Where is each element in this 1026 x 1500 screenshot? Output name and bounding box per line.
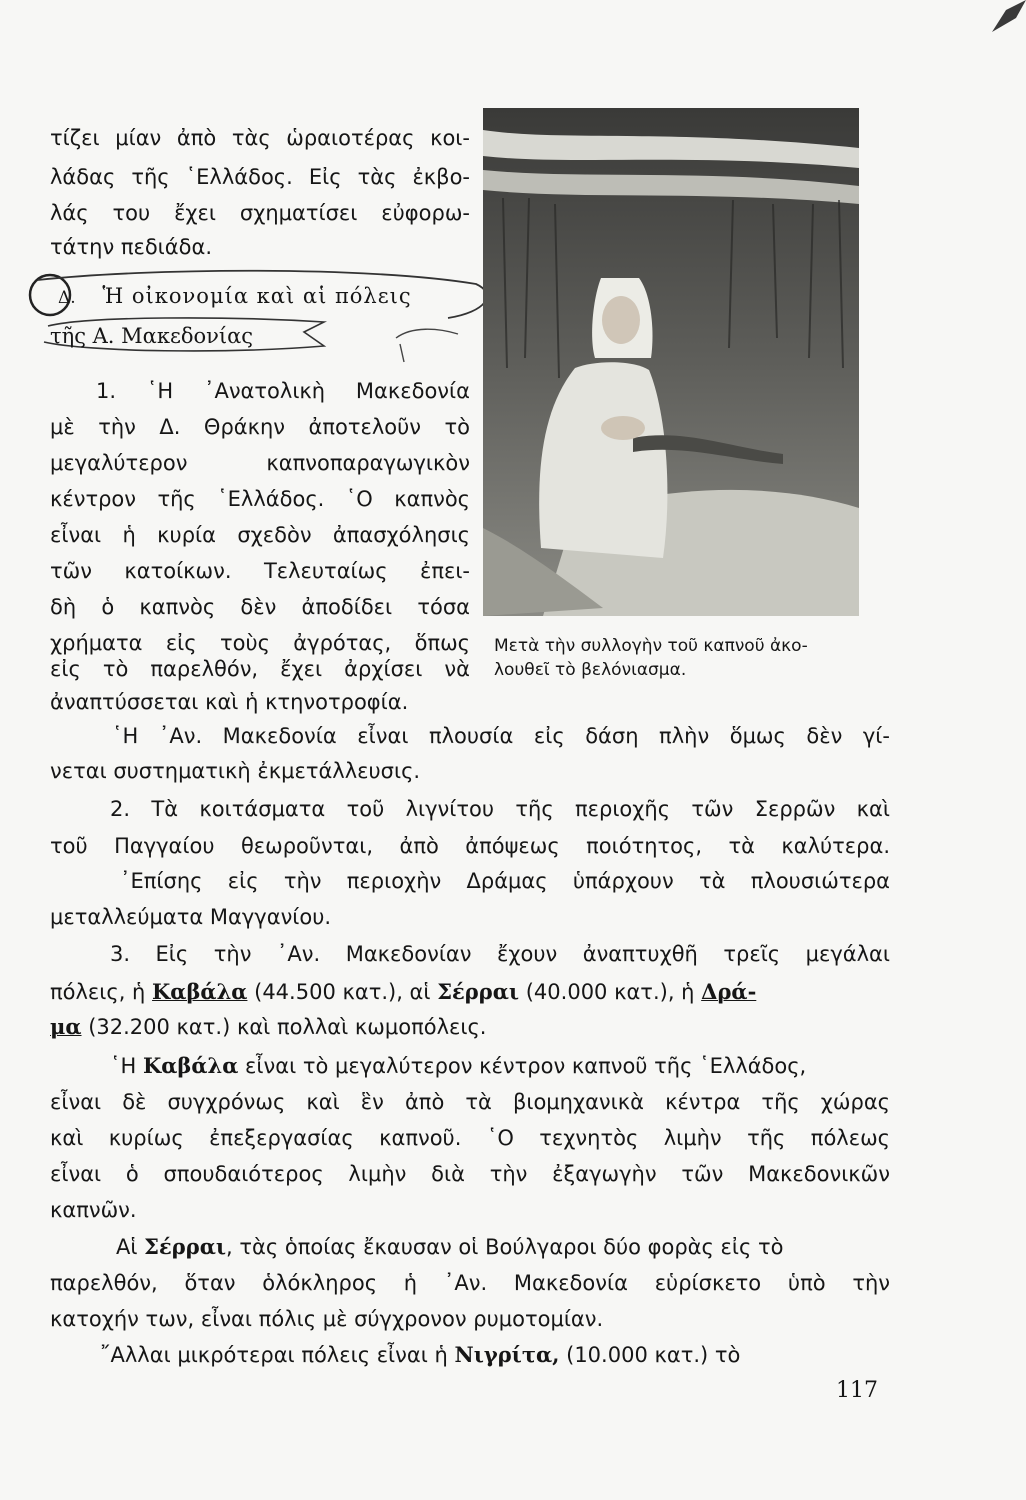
text-line — [50, 1341, 940, 1369]
text-fragment: , τὰς ὁποίας ἔκαυσαν οἱ Βούλγαροι δύο φορὰς εἰς τὸ — [226, 1235, 784, 1259]
photo-caption-line: Μετὰ τὴν συλλογὴν τοῦ καπνοῦ ἀκο- — [494, 636, 808, 656]
text-line: τάτην πεδιάδα. — [50, 235, 213, 259]
text-line: 1. ῾Η ᾿Ανατολικὴ Μακεδονία — [96, 379, 470, 403]
text-line: ἀναπτύσσεται καὶ ἡ κτηνοτροφία. — [50, 690, 409, 714]
text-line: τίζει μίαν ἀπὸ τὰς ὡραιοτέρας κοι- — [50, 126, 470, 150]
city-drama-cont: μα — [50, 1014, 82, 1039]
text-fragment: (10.000 κατ.) τὸ — [559, 1343, 741, 1367]
city-kavala: Καβάλα — [142, 1053, 239, 1078]
text-line: κέντρον τῆς ῾Ελλάδος. ῾Ο καπνὸς — [50, 487, 470, 511]
pen-tip-mark — [986, 0, 1026, 40]
text-fragment: (40.000 κατ.), ἡ — [519, 980, 702, 1004]
text-fragment: εἶναι τὸ μεγαλύτερον κέντρον καπνοῦ τῆς ῾Ελλάδος, — [238, 1054, 807, 1078]
section-letter: Δ. — [58, 288, 76, 308]
city-nigrita: Νιγρίτα, — [454, 1342, 560, 1367]
text-fragment: ῾Η — [110, 1054, 143, 1078]
text-line: εἰς τὸ παρελθόν, ἔχει ἀρχίσει νὰ — [50, 657, 470, 681]
text-line: ῾Η ᾿Αν. Μακεδονία εἶναι πλουσία εἰς δάση πλὴν ὅμως δὲν γί- — [112, 724, 890, 748]
text-line: εἶναι ὁ σπουδαιότερος λιμὴν διὰ τὴν ἐξαγωγὴν τῶν Μακεδονικῶν — [50, 1162, 890, 1186]
city-drama: Δρά- — [701, 979, 757, 1004]
photo-caption-line: λουθεῖ τὸ βελόνιασμα. — [494, 660, 687, 680]
text-line: χρήματα εἰς τοὺς ἀγρότας, ὅπως — [50, 631, 470, 655]
text-line — [50, 978, 890, 1006]
section-title-line1: Ἡ οἰκονομία καὶ αἱ πόλεις — [102, 284, 412, 308]
text-fragment: ῎Αλλαι μικρότεραι πόλεις εἶναι ἡ — [100, 1343, 455, 1367]
text-line — [50, 1052, 950, 1080]
text-line: ᾿Επίσης εἰς τὴν περιοχὴν Δράμας ὑπάρχουν τὰ πλουσιώτερα — [120, 869, 890, 893]
text-line: εἶναι δὲ συγχρόνως καὶ ἓν ἀπὸ τὰ βιομηχανικὰ κέντρα τῆς χώρας — [50, 1090, 890, 1114]
text-line: παρελθόν, ὅταν ὁλόκληρος ἡ ᾿Αν. Μακεδονία εὑρίσκετο ὑπὸ τὴν — [50, 1271, 890, 1295]
text-fragment: Αἱ — [116, 1235, 145, 1259]
photo-woman-stringing-tobacco — [483, 108, 859, 616]
text-line: εἶναι ἡ κυρία σχεδὸν ἀπασχόλησις — [50, 523, 470, 547]
text-line: τοῦ Παγγαίου θεωροῦνται, ἀπὸ ἀπόψεως ποιότητος, τὰ καλύτερα. — [50, 834, 890, 858]
text-fragment: πόλεις, ἡ — [50, 980, 153, 1004]
text-line: καπνῶν. — [50, 1198, 137, 1222]
text-line — [50, 1233, 956, 1261]
text-line: κατοχήν των, εἶναι πόλις μὲ σύγχρονον ρυμοτομίαν. — [50, 1307, 604, 1331]
text-line: νεται συστηματικὴ ἐκμετάλλευσις. — [50, 759, 421, 783]
text-line: μὲ τὴν Δ. Θράκην ἀποτελοῦν τὸ — [50, 415, 470, 439]
text-line: καὶ κυρίως ἐπεξεργασίας καπνοῦ. ῾Ο τεχνητὸς λιμὴν τῆς πόλεως — [50, 1126, 890, 1150]
text-fragment: (32.200 κατ.) καὶ πολλαὶ κωμοπόλεις. — [81, 1015, 487, 1039]
text-line: 3. Εἰς τὴν ᾿Αν. Μακεδονίαν ἔχουν ἀναπτυχθῆ τρεῖς μεγάλαι — [110, 942, 890, 966]
text-line: 2. Τὰ κοιτάσματα τοῦ λιγνίτου τῆς περιοχῆς τῶν Σερρῶν καὶ — [110, 797, 890, 821]
text-line: λάδας τῆς ῾Ελλάδος. Εἰς τὰς ἐκβο- — [50, 165, 470, 189]
city-kavala: Καβάλα — [152, 979, 248, 1004]
section-title-line2: τῆς Α. Μακεδονίας — [50, 324, 254, 348]
text-line: μεταλλεύματα Μαγγανίου. — [50, 905, 332, 929]
page-number: 117 — [836, 1378, 878, 1403]
text-line: λάς του ἔχει σχηματίσει εὐφορω- — [50, 201, 470, 225]
photo-illustration — [483, 108, 859, 616]
text-fragment: (44.500 κατ.), αἱ — [247, 980, 438, 1004]
text-line: τῶν κατοίκων. Τελευταίως ἐπει- — [50, 559, 470, 583]
city-serres: Σέρραι — [144, 1234, 227, 1259]
city-serres: Σέρραι — [437, 979, 520, 1004]
text-line: δὴ ὁ καπνὸς δὲν ἀποδίδει τόσα — [50, 595, 470, 619]
text-line: μεγαλύτερον καπνοπαραγωγικὸν — [50, 451, 470, 475]
text-line — [50, 1013, 890, 1041]
